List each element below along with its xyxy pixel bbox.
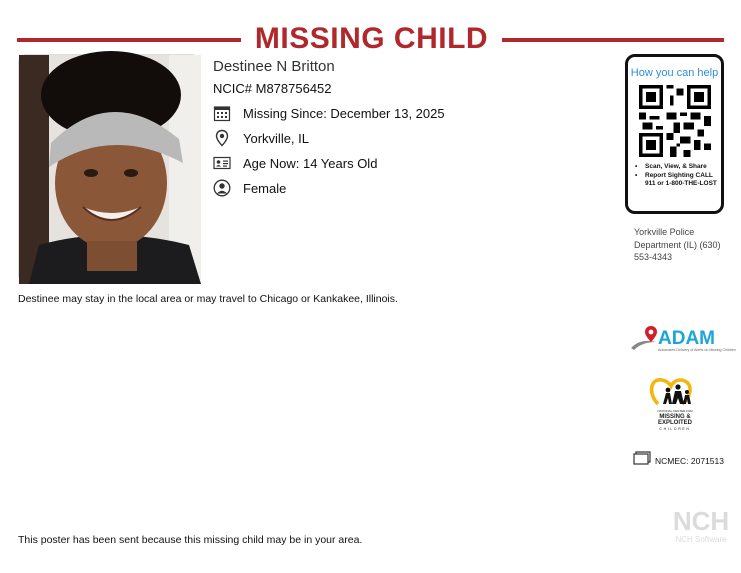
folder-icon bbox=[633, 451, 651, 470]
svg-text:MISSING &: MISSING & bbox=[659, 414, 691, 420]
svg-text:CHILDREN: CHILDREN bbox=[659, 427, 691, 431]
child-description: Destinee may stay in the local area or may travel to Chicago or Kankakee, Illinois. bbox=[18, 293, 398, 305]
police-contact: Yorkville Police Department (IL) (630) 553-4343 bbox=[634, 227, 721, 262]
svg-text:ADAM: ADAM bbox=[658, 328, 715, 349]
child-name: Destinee N Britton bbox=[213, 58, 335, 75]
header-rule-left bbox=[17, 38, 241, 42]
help-heading: How you can help bbox=[630, 67, 719, 79]
svg-text:NCH: NCH bbox=[672, 506, 730, 536]
calendar-icon bbox=[213, 104, 231, 122]
location-pin-icon bbox=[213, 129, 231, 147]
child-info bbox=[213, 58, 613, 197]
sex: Female bbox=[243, 180, 287, 196]
age-row bbox=[213, 154, 613, 172]
help-card bbox=[625, 54, 724, 214]
case-number: NCMEC: 2071513 bbox=[655, 455, 724, 466]
poster-footer: This poster has been sent because this missing child may be in your area. bbox=[18, 534, 363, 546]
id-card-icon bbox=[213, 154, 231, 172]
location-row bbox=[213, 129, 613, 147]
case-number-row bbox=[633, 451, 724, 470]
missing-since-row bbox=[213, 104, 613, 122]
sex-row bbox=[213, 179, 613, 197]
help-item: • Scan, View, & Share bbox=[635, 163, 721, 172]
help-list bbox=[635, 163, 721, 189]
missing-since: Missing Since: December 13, 2025 bbox=[243, 105, 445, 121]
qr-code[interactable] bbox=[639, 85, 711, 157]
svg-text:NCH Software: NCH Software bbox=[675, 535, 727, 544]
last-seen-location: Yorkville, IL bbox=[243, 130, 309, 146]
header-rule-right bbox=[502, 38, 724, 42]
svg-text:NATIONAL CENTER FOR: NATIONAL CENTER FOR bbox=[657, 409, 693, 413]
child-photo bbox=[18, 54, 200, 283]
ncic-number: NCIC# M878756452 bbox=[213, 81, 332, 96]
svg-text:Automated Delivery of Alerts o: Automated Delivery of Alerts on Missing Children bbox=[658, 348, 736, 352]
help-item: • Report Sighting CALL 911 or 1-800-THE-LOST bbox=[635, 172, 721, 189]
person-icon bbox=[213, 179, 231, 197]
poster-title: MISSING CHILD bbox=[254, 22, 489, 55]
adam-logo bbox=[628, 324, 736, 358]
nch-watermark-logo bbox=[672, 504, 730, 546]
age-now: Age Now: 14 Years Old bbox=[243, 155, 378, 171]
svg-text:EXPLOITED: EXPLOITED bbox=[657, 420, 693, 426]
ncmec-logo bbox=[644, 374, 706, 434]
